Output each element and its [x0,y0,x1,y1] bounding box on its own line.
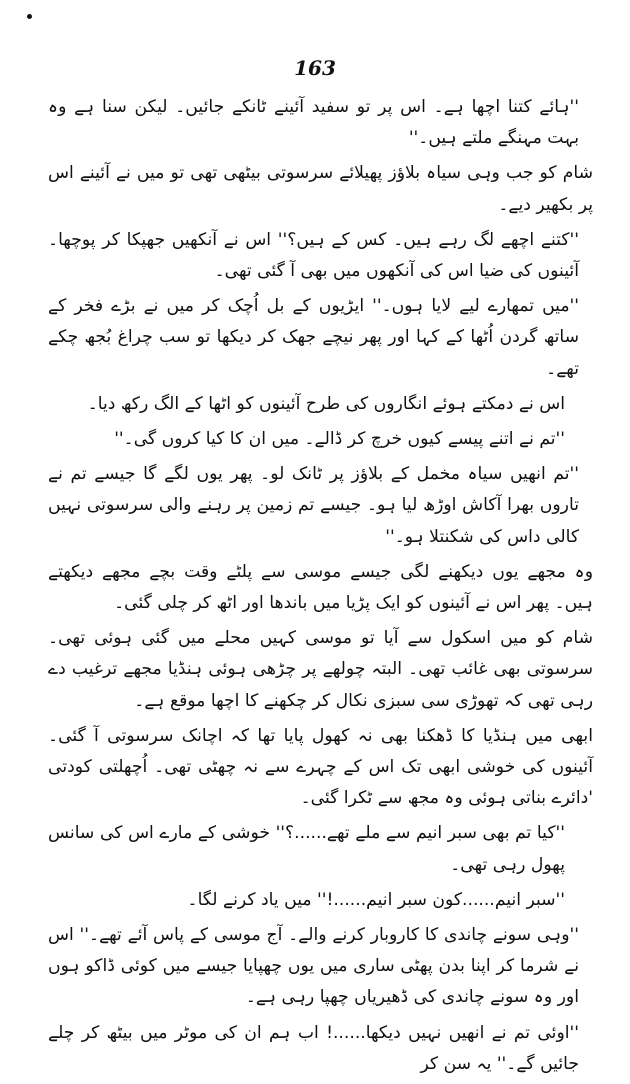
paragraph: ''اوئی تم نے انھیں نہیں دیکھا......! اب ہم ان کی موٹر میں بیٹھ کر چلے جائیں گے۔'' یہ سن کر [48,1022,579,1074]
paragraph: شام کو جب وہی سیاہ بلاؤز پھیلائے سرسوتی بیٹھی تھی تو میں نے آئینے اس پر بکھیر دیے۔ [48,163,593,215]
paragraph: وہ مجھے یوں دیکھنے لگی جیسے موسی سے پلٹے وقت بچے مجھے دیکھتے ہیں۔ پھر اس نے آئینوں کو ایک پڑیا میں باندھا اور اٹھ کر چلی گئی۔ [48,561,593,614]
ink-dot [27,14,32,19]
paragraph: ''میں تمھارے لیے لایا ہوں۔'' ایڑیوں کے بل اُچک کر میں نے بڑے فخر کے ساتھ گردن اُٹھا کے کہا اور پھر نیچے جھک کر دیکھا تو سب چراغ بُجھ چکے تھے۔ [48,296,579,379]
page-number: 163 [294,56,336,80]
paragraph: اس نے دمکتے ہوئے انگاروں کی طرح آئینوں کو اٹھا کے الگ رکھ دیا۔ [87,393,565,414]
paragraph: شام کو میں اسکول سے آیا تو موسی کہیں محلے میں گئی ہوئی تھی۔ سرسوتی بھی غائب تھی۔ البتہ چولھے پر چڑھی ہوئی ہنڈیا مجھے ترغیب دے رہی تھی کہ تھوڑی سی سبزی نکال کر چکھنے کا اچھا موقع ہے۔ [48,628,593,711]
paragraph: ''کتنے اچھے لگ رہے ہیں۔ کس کے ہیں؟'' اس نے آنکھیں جھپکا کر پوچھا۔ آئینوں کی ضیا اس کی آنکھوں میں بھی آ گئی تھی۔ [48,229,579,282]
paragraph: ''وہی سونے چاندی کا کاروبار کرنے والے۔ آج موسی کے پاس آئے تھے۔'' اس نے شرما کر اپنا بدن پھٹی ساری میں یوں چھپایا جیسے میں کوئی ڈاکو ہوں اور وہ سونے چاندی کی ڈھیریاں چھپا رہی ہے۔ [48,925,579,1008]
body-text [48,92,593,1084]
paragraph: ''سبر انیم......کون سبر انیم......!'' میں یاد کرنے لگا۔ [187,889,565,910]
paragraph: ''تم انھیں سیاہ مخمل کے بلاؤز پر ٹانک لو۔ پھر یوں لگے گا جیسے تم نے تاروں بھرا آکاش اوڑھ لیا ہو۔ جیسے تم زمین پر رہنے والی سرسوتی نہیں کالی داس کی شکنتلا ہو۔'' [48,464,579,547]
paragraph: ''کیا تم بھی سبر انیم سے ملے تھے......؟'' خوشی کے مارے اس کی سانس پھول رہی تھی۔ [48,823,565,875]
paragraph: ''تم نے اتنے پیسے کیوں خرچ کر ڈالے۔ میں ان کا کیا کروں گی۔'' [114,429,565,450]
paragraph: ''ہائے کتنا اچھا ہے۔ اس پر تو سفید آئینے ٹانکے جائیں۔ لیکن سنا ہے وہ بہت مہنگے ملتے ہیں۔'' [48,97,579,149]
paragraph: ابھی میں ہنڈیا کا ڈھکنا بھی نہ کھول پایا تھا کہ اچانک سرسوتی آ گئی۔ آئینوں کی خوشی ابھی تک اس کے چہرے سے نہ چھٹی تھی۔ اُچھلتی کودتی 'دائرے بناتی ہوئی وہ مجھ سے ٹکرا گئی۔ [48,725,593,809]
